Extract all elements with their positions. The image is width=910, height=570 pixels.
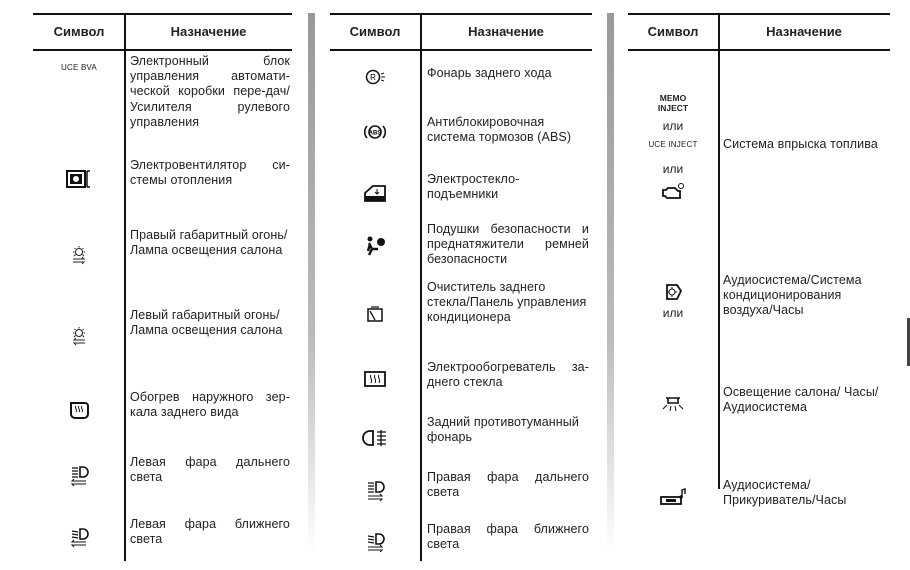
audio-control-icon <box>628 282 718 302</box>
row-desc: Аудиосистема/Система кондиционирования воздуха/Часы <box>723 273 862 318</box>
or-label: или <box>662 162 684 176</box>
engine-icon <box>628 182 718 202</box>
row-desc: Обогрев наружного зер-кала заднего вида <box>130 390 290 420</box>
row-desc: Аудиосистема/ Прикуриватель/Часы <box>723 478 847 508</box>
row-desc: Правая фара ближнего света <box>427 522 589 552</box>
header-purpose: Назначение <box>468 24 544 39</box>
row-desc: Левая фара ближнего света <box>130 517 290 547</box>
row-desc: Левый габаритный огонь/Лампа освещения салона <box>130 308 283 338</box>
row-desc: Электронный блок управления автомати-ческой коробки пере-дач/Усилителя рулевого управления <box>130 54 290 129</box>
or-label: или <box>662 306 684 320</box>
page-gutter <box>607 13 614 553</box>
memo-inject-label: MEMO INJECT <box>657 93 689 113</box>
row-desc: Правая фара дальнего света <box>427 470 589 500</box>
uce-inject-label: UCE INJECT <box>648 140 698 149</box>
svg-text:R: R <box>370 73 376 82</box>
reverse-light-icon <box>330 68 420 86</box>
table-header <box>330 13 592 51</box>
audio-lighter-icon <box>628 487 718 507</box>
row-desc: Очиститель заднего стекла/Панель управления кондиционера <box>427 280 587 325</box>
left-side-light-icon <box>33 326 125 346</box>
rear-fog-icon <box>330 428 420 448</box>
right-high-beam-icon <box>330 480 420 502</box>
column-divider <box>718 13 720 489</box>
header-purpose: Назначение <box>170 24 247 39</box>
power-window-icon <box>330 183 420 203</box>
airbag-icon <box>330 235 420 257</box>
header-purpose: Назначение <box>766 24 842 39</box>
row-desc: Левая фара дальнего света <box>130 455 290 485</box>
or-label: или <box>662 119 684 133</box>
column-divider <box>420 13 422 561</box>
row-desc: Задний противотуманный фонарь <box>427 415 579 445</box>
left-low-beam-icon <box>33 527 125 549</box>
row-desc: Система впрыска топлива <box>723 137 878 151</box>
row-desc: Электростекло-подъемники <box>427 172 520 202</box>
right-low-beam-icon <box>330 532 420 554</box>
row-desc: Электрообогреватель за-днего стекла <box>427 360 589 390</box>
page-gutter <box>308 13 315 553</box>
table-header <box>33 13 292 51</box>
rear-defrost-icon <box>330 370 420 388</box>
right-side-light-icon <box>33 245 125 265</box>
row-desc: Электровентилятор си-стемы отопления <box>130 158 290 188</box>
header-symbol: Символ <box>53 24 105 39</box>
row-desc: Правый габаритный огонь/Лампа освещения салона <box>130 228 288 258</box>
interior-light-icon <box>628 395 718 413</box>
mirror-heater-icon <box>33 400 125 420</box>
abs-icon <box>330 123 420 141</box>
row-desc: Освещение салона/ Часы/Аудиосистема <box>723 385 879 415</box>
header-symbol: Символ <box>647 24 699 39</box>
row-desc: Антиблокировочная система тормозов (ABS) <box>427 115 572 145</box>
row-desc: Подушки безопасности и преднатяжители ремней безопасности <box>427 222 589 267</box>
svg-text:ABS: ABS <box>368 130 382 137</box>
row-desc: Фонарь заднего хода <box>427 66 552 80</box>
table-header <box>628 13 890 51</box>
heater-fan-icon <box>33 169 125 189</box>
uce-bva-label: UCE BVA <box>61 63 97 72</box>
left-high-beam-icon <box>33 465 125 487</box>
header-symbol: Символ <box>349 24 401 39</box>
rear-wiper-icon <box>330 304 420 324</box>
